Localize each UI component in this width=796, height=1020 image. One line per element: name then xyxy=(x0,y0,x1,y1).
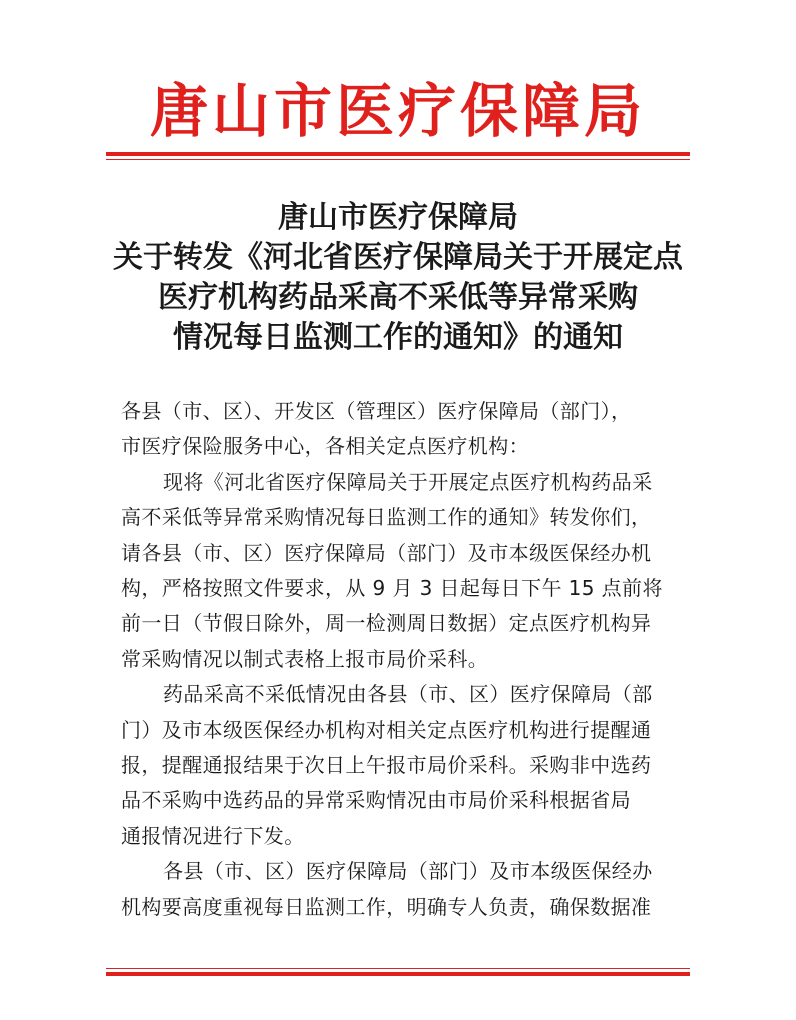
body-line: 请各县（市、区）医疗保障局（部门）及市本级医保经办机 xyxy=(121,540,652,565)
body-line: 高不采低等异常采购情况每日监测工作的通知》转发你们， xyxy=(121,505,652,530)
body-line: 品不采购中选药品的异常采购情况由市局价采科根据省局 xyxy=(121,788,631,813)
body-line: 通报情况进行下发。 xyxy=(121,823,305,848)
document-body xyxy=(121,394,677,925)
body-line: 常采购情况以制式表格上报市局价采科。 xyxy=(121,646,489,671)
footer-rule-thick xyxy=(106,972,690,976)
body-line: 药品采高不采低情况由各县（市、区）医疗保障局（部 xyxy=(163,682,653,707)
document-title xyxy=(0,198,796,358)
body-line: 报，提醒通报结果于次日上午报市局价采科。采购非中选药 xyxy=(121,753,652,778)
title-line: 关于转发《河北省医疗保障局关于开展定点 xyxy=(113,240,683,275)
title-line: 唐山市医疗保障局 xyxy=(278,200,518,235)
body-line: 各县（市、区）医疗保障局（部门）及市本级医保经办 xyxy=(163,859,653,884)
letterhead-rule-thick xyxy=(106,152,690,156)
body-line: 构，严格按照文件要求，从 9 月 3 日起每日下午 15 点前将 xyxy=(121,576,663,601)
title-line: 情况每日监测工作的通知》的通知 xyxy=(173,320,623,355)
footer-rule-thin xyxy=(106,968,690,969)
title-line: 医疗机构药品采高不采低等异常采购 xyxy=(158,280,638,315)
body-line: 现将《河北省医疗保障局关于开展定点医疗机构药品采 xyxy=(163,469,653,494)
letterhead-title: 唐山市医疗保障局 xyxy=(149,77,646,145)
body-line: 各县（市、区）、开发区（管理区）医疗保障局（部门）， xyxy=(121,399,632,423)
body-line: 市医疗保险服务中心，各相关定点医疗机构： xyxy=(121,434,529,459)
body-line: 门）及市本级医保经办机构对相关定点医疗机构进行提醒通 xyxy=(121,717,652,742)
body-line: 机构要高度重视每日监测工作，明确专人负责，确保数据准 xyxy=(121,894,652,919)
body-line: 前一日（节假日除外，周一检测周日数据）定点医疗机构异 xyxy=(121,611,652,636)
letterhead-rule-thin xyxy=(106,159,690,160)
